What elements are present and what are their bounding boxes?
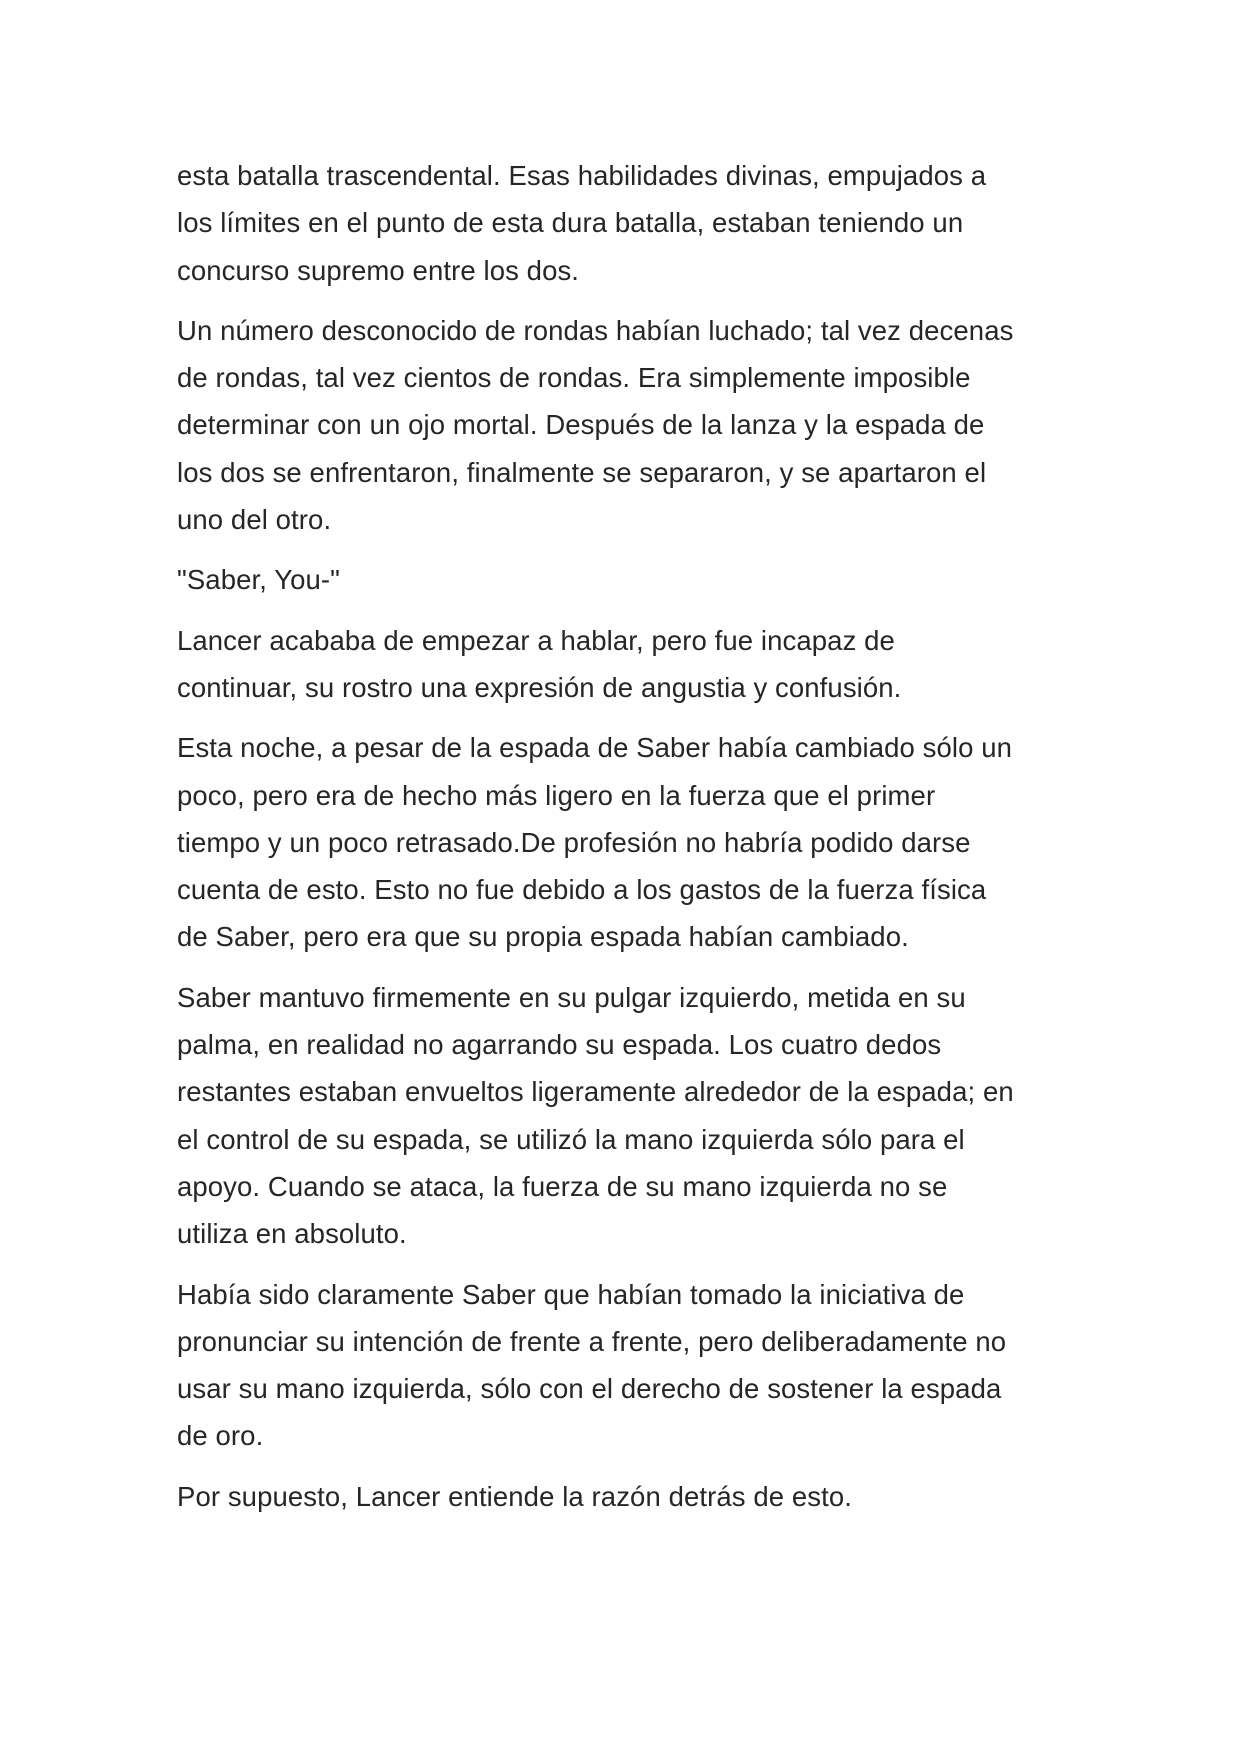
- text-line: uno del otro.: [177, 504, 332, 536]
- text-line: de rondas, tal vez cientos de rondas. Era simplemente imposible: [177, 362, 971, 394]
- text-line: esta batalla trascendental. Esas habilidades divinas, empujados a: [177, 160, 987, 191]
- text-line: de Saber, pero era que su propia espada habían cambiado.: [177, 921, 909, 953]
- text-line: restantes estaban envueltos ligeramente alrededor de la espada; en: [177, 1076, 1014, 1108]
- body-text: [177, 152, 1077, 1533]
- text-line: poco, pero era de hecho más ligero en la fuerza que el primer: [177, 779, 936, 811]
- text-line: usar su mano izquierda, sólo con el derecho de sostener la espada: [177, 1373, 1002, 1405]
- text-line: los límites en el punto de esta dura batalla, estaban teniendo un: [177, 207, 964, 239]
- paragraph: [177, 724, 1077, 960]
- text-line: Esta noche, a pesar de la espada de Saber había cambiado sólo un: [177, 732, 1013, 764]
- text-line: Saber mantuvo firmemente en su pulgar izquierdo, metida en su: [177, 981, 966, 1013]
- text-line: Había sido claramente Saber que habían tomado la iniciativa de: [177, 1278, 965, 1310]
- text-line: los dos se enfrentaron, finalmente se separaron, y se apartaron el: [177, 456, 987, 488]
- text-line: tiempo y un poco retrasado.De profesión no habría podido darse: [177, 826, 971, 858]
- paragraph: [177, 152, 1077, 294]
- text-line: utiliza en absoluto.: [177, 1218, 407, 1250]
- text-line: Un número desconocido de rondas habían luchado; tal vez decenas: [177, 314, 1014, 346]
- paragraph: [177, 974, 1077, 1258]
- paragraph: [177, 1271, 1077, 1460]
- text-line: apoyo. Cuando se ataca, la fuerza de su mano izquierda no se: [177, 1170, 948, 1202]
- text-line: el control de su espada, se utilizó la mano izquierda sólo para el: [177, 1123, 965, 1155]
- paragraph: [177, 617, 1077, 712]
- text-line: palma, en realidad no agarrando su espada. Los cuatro dedos: [177, 1029, 942, 1061]
- text-line: Por supuesto, Lancer entiende la razón detrás de esto.: [177, 1480, 853, 1512]
- text-line: concurso supremo entre los dos.: [177, 254, 580, 286]
- text-line: de oro.: [177, 1420, 264, 1452]
- text-line: continuar, su rostro una expresión de angustia y confusión.: [177, 671, 902, 703]
- text-line: "Saber, You-": [177, 564, 341, 596]
- text-line: determinar con un ojo mortal. Después de la lanza y la espada de: [177, 409, 985, 441]
- text-line: pronunciar su intención de frente a frente, pero deliberadamente no: [177, 1325, 1007, 1357]
- text-line: cuenta de esto. Esto no fue debido a los gastos de la fuerza física: [177, 874, 987, 906]
- text-line: Lancer acababa de empezar a hablar, pero fue incapaz de: [177, 624, 895, 656]
- paragraph: [177, 556, 1077, 603]
- paragraph: [177, 307, 1077, 543]
- paragraph: [177, 1473, 1077, 1520]
